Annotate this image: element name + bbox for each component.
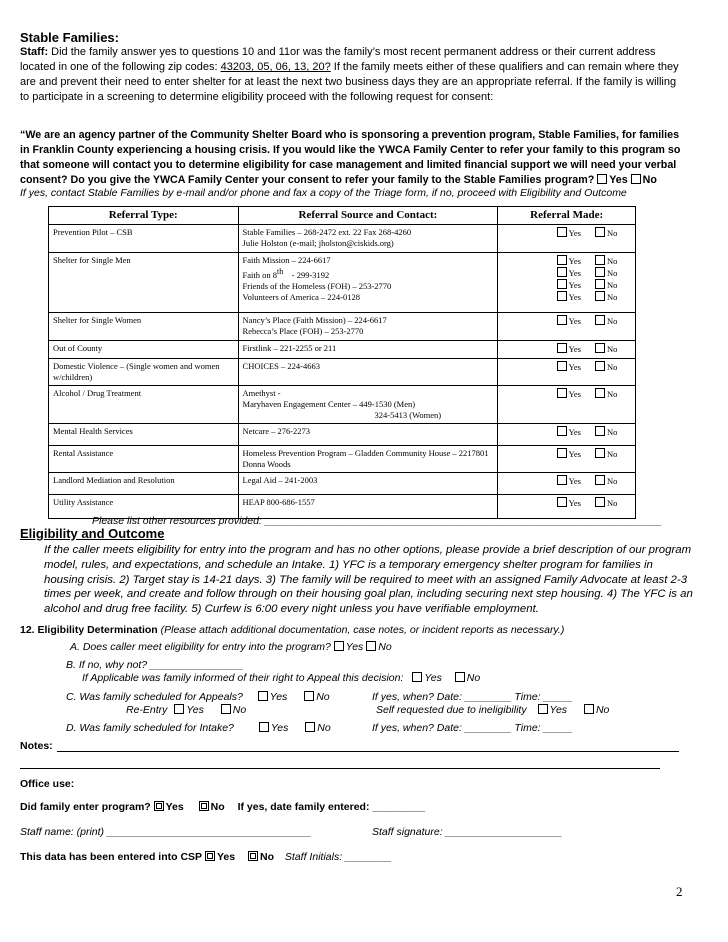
referral-no-checkbox[interactable] xyxy=(595,426,605,436)
contact-line: 324-5413 (Women) xyxy=(374,410,442,420)
self-no-label: No xyxy=(595,704,610,716)
referral-yes-checkbox[interactable] xyxy=(557,267,567,277)
contact-line: HEAP 800-686-1557 xyxy=(242,497,315,507)
referral-made-cell xyxy=(498,424,636,446)
referral-no-checkbox[interactable] xyxy=(595,315,605,325)
referral-type-cell: Rental Assistance xyxy=(49,446,239,473)
reentry-no-label: No xyxy=(232,704,247,716)
referral-no-label: No xyxy=(607,228,618,238)
referral-yes-checkbox[interactable] xyxy=(557,448,567,458)
d-no-checkbox[interactable] xyxy=(305,722,315,732)
referral-yes-checkbox[interactable] xyxy=(557,426,567,436)
contact-line: Julie Holston (e-mail; jholston@ciskids.org) xyxy=(242,238,394,248)
yes-no-options xyxy=(502,291,625,303)
referral-no-label: No xyxy=(607,344,618,354)
contact-line: Maryhaven Engagement Center – 449-1530 (Men) xyxy=(242,399,416,409)
contact-line: Stable Families – 268-2472 ext. 22 Fax 268-4260 xyxy=(242,227,412,237)
referral-no-checkbox[interactable] xyxy=(595,388,605,398)
question-b-appeal xyxy=(82,671,480,686)
contact-line: Firstlink – 221-2255 or 211 xyxy=(242,343,337,353)
referral-yes-checkbox[interactable] xyxy=(557,475,567,485)
referral-no-label: No xyxy=(607,498,618,508)
yes-no-options xyxy=(502,475,625,487)
contact-line: Volunteers of America – 224-0128 xyxy=(242,292,360,302)
referral-yes-label: Yes xyxy=(568,280,581,290)
c-no-label: No xyxy=(316,691,330,703)
yes-no-options xyxy=(502,279,625,291)
staff-text-2: If the family meets either of these qualifiers and can remain where they are and prevent their need to enter shelter for at least the next two business days they are an appropriate referral. If the family is willing to participate in a screening to determine eligibility proceed with the following request for consent: xyxy=(20,61,679,103)
referral-type-cell: Out of County xyxy=(49,341,239,359)
referral-yes-label: Yes xyxy=(568,268,581,278)
question-a xyxy=(70,640,392,655)
self-yes-label: Yes xyxy=(549,704,568,716)
referral-type-cell: Domestic Violence – (Single women and women w/children) xyxy=(49,359,239,386)
consent-text: “We are an agency partner of the Community Shelter Board who is sponsoring a prevention program, Stable Families, for families in Franklin County experiencing a housing crisis. If you would like the YWCA Family Center to refer your family to this program so that someone will contact you to determine eligibility for case management and limited financial support we will need your verbal consent? Do you give the YWCA Family Center your consent to refer your family to the Stable Families program? xyxy=(20,129,681,186)
referral-yes-checkbox[interactable] xyxy=(557,291,567,301)
referral-no-checkbox[interactable] xyxy=(595,279,605,289)
referral-yes-label: Yes xyxy=(568,427,581,437)
page-title: Stable Families: xyxy=(20,30,119,45)
referral-no-label: No xyxy=(607,268,618,278)
referral-contact-cell xyxy=(238,424,498,446)
appeal-yes-checkbox[interactable] xyxy=(412,672,422,682)
entered-yes-checkbox[interactable] xyxy=(154,801,164,811)
referral-contact-cell xyxy=(238,386,498,424)
consent-yes-checkbox[interactable] xyxy=(597,174,607,184)
referral-no-label: No xyxy=(607,316,618,326)
referral-made-cell xyxy=(498,341,636,359)
consent-request xyxy=(20,128,690,188)
question-c-text: C. Was family scheduled for Appeals? xyxy=(66,691,243,703)
yes-no-options xyxy=(502,315,625,327)
referral-made-cell xyxy=(498,225,636,253)
contact-line: Faith on 8th - 299-3192 xyxy=(242,267,330,280)
staff-name-field[interactable]: Staff name: (print) ___________________________________ xyxy=(20,826,312,838)
referral-contact-cell xyxy=(238,341,498,359)
referral-made-cell xyxy=(498,253,636,313)
referral-yes-label: Yes xyxy=(568,476,581,486)
referral-type-cell: Prevention Pilot – CSB xyxy=(49,225,239,253)
referral-type-cell: Utility Assistance xyxy=(49,495,239,519)
header-referral-type: Referral Type: xyxy=(49,207,239,225)
yes-no-options xyxy=(502,426,625,438)
appeal-no-checkbox[interactable] xyxy=(455,672,465,682)
c-yes-label: Yes xyxy=(269,691,288,703)
referral-yes-label: Yes xyxy=(568,292,581,302)
csp-yes-checkbox[interactable] xyxy=(205,851,215,861)
reentry-row xyxy=(126,703,246,718)
referral-no-label: No xyxy=(607,280,618,290)
csp-question: This data has been entered into CSP xyxy=(20,851,203,863)
table-row xyxy=(49,446,636,473)
referral-no-checkbox[interactable] xyxy=(595,255,605,265)
csp-no-checkbox[interactable] xyxy=(248,851,258,861)
question-a-text: A. Does caller meet eligibility for entry into the program? xyxy=(70,641,331,653)
referral-no-checkbox[interactable] xyxy=(595,448,605,458)
d-yes-checkbox[interactable] xyxy=(259,722,269,732)
d-when[interactable]: If yes, when? Date: ________ Time: _____ xyxy=(372,722,573,734)
referral-table-header xyxy=(49,207,636,225)
table-row xyxy=(49,424,636,446)
contact-line: Netcare – 276-2273 xyxy=(242,426,311,436)
contact-line: CHOICES – 224-4663 xyxy=(242,361,320,371)
entered-no-checkbox[interactable] xyxy=(199,801,209,811)
entered-no-label: No xyxy=(210,801,225,813)
other-resources-line[interactable]: Please list other resources provided: ____________________________________________________________________ xyxy=(92,515,662,527)
referral-no-checkbox[interactable] xyxy=(595,227,605,237)
referral-made-cell xyxy=(498,473,636,495)
self-request-row xyxy=(376,703,609,718)
referral-no-label: No xyxy=(607,389,618,399)
reentry-yes-label: Yes xyxy=(186,704,204,716)
referral-yes-checkbox[interactable] xyxy=(557,497,567,507)
contact-line: Amethyst - xyxy=(242,388,281,398)
contact-line: Friends of the Homeless (FOH) – 253-2770 xyxy=(242,281,392,291)
entered-yes-label: Yes xyxy=(165,801,184,813)
referral-no-label: No xyxy=(607,256,618,266)
zip-codes: 43203, 05, 06, 13, 20? xyxy=(220,61,331,73)
referral-yes-label: Yes xyxy=(568,344,581,354)
question-b[interactable]: B. If no, why not? ________________ xyxy=(66,659,244,671)
referral-no-label: No xyxy=(607,427,618,437)
eligibility-heading: Eligibility and Outcome xyxy=(20,526,165,541)
table-row xyxy=(49,253,636,313)
question-d xyxy=(66,721,331,736)
page-number: 2 xyxy=(676,884,683,899)
staff-initials-field[interactable]: Staff Initials: ________ xyxy=(284,851,392,863)
notes-label: Notes: xyxy=(20,740,53,752)
referral-yes-label: Yes xyxy=(568,256,581,266)
referral-yes-label: Yes xyxy=(568,389,581,399)
yes-no-options xyxy=(502,255,625,267)
question-d-text: D. Was family scheduled for Intake? xyxy=(66,722,234,734)
header-referral-made: Referral Made: xyxy=(498,207,636,225)
yes-no-options xyxy=(502,388,625,400)
a-no-checkbox[interactable] xyxy=(366,641,376,651)
appeal-yes-label: Yes xyxy=(424,672,442,684)
referral-no-checkbox[interactable] xyxy=(595,475,605,485)
referral-yes-checkbox[interactable] xyxy=(557,255,567,265)
referral-no-label: No xyxy=(607,292,618,302)
entered-program-row xyxy=(20,800,425,815)
referral-yes-checkbox[interactable] xyxy=(557,361,567,371)
q12-label: 12. Eligibility Determination xyxy=(20,624,158,636)
referral-yes-checkbox[interactable] xyxy=(557,388,567,398)
referral-type-cell: Shelter for Single Men xyxy=(49,253,239,313)
referral-yes-label: Yes xyxy=(568,316,581,326)
referral-no-checkbox[interactable] xyxy=(595,343,605,353)
referral-yes-checkbox[interactable] xyxy=(557,227,567,237)
yes-no-options xyxy=(502,227,625,239)
referral-contact-cell xyxy=(238,253,498,313)
yes-no-options xyxy=(502,343,625,355)
yes-no-options xyxy=(502,267,625,279)
eligibility-description: If the caller meets eligibility for entry into the program and has no other options, please provide a brief description of our program model, rules, and expectations, and schedule an Intake. 1) YFC is a temporary emergency shelter program for families in housing crisis. 2) Target stay is 14-21 days. 3) The family will be required to meet with an assigned Family Advocate at least 2-3 times per week, and create and follow through on their housing goal plan, including securing next step housing. 4) The YFC is an alcohol and drug free facility. 5) Curfew is 6:00 every night unless you have verifiable employment. xyxy=(44,544,693,616)
q12-note: (Please attach additional documentation, case notes, or incident reports as necessary.) xyxy=(160,624,565,636)
referral-made-cell xyxy=(498,386,636,424)
table-row xyxy=(49,473,636,495)
referral-contact-cell xyxy=(238,313,498,341)
yes-no-options xyxy=(502,448,625,460)
yes-no-options xyxy=(502,361,625,373)
a-yes-checkbox[interactable] xyxy=(334,641,344,651)
d-no-label: No xyxy=(317,722,331,734)
referral-contact-cell xyxy=(238,446,498,473)
entered-program-question: Did family enter program? xyxy=(20,801,151,813)
staff-signature-field[interactable]: Staff signature: ____________________ xyxy=(372,826,563,838)
referral-no-checkbox[interactable] xyxy=(595,267,605,277)
contact-line: Homeless Prevention Program – Gladden Community House – 2217801 Donna Woods xyxy=(242,448,489,469)
referral-no-checkbox[interactable] xyxy=(595,361,605,371)
csp-entry-row xyxy=(20,850,392,865)
notes-line-1[interactable] xyxy=(57,751,679,752)
referral-yes-checkbox[interactable] xyxy=(557,343,567,353)
consent-no-label: No xyxy=(642,174,657,186)
staff-label: Staff: xyxy=(20,46,49,58)
referral-table xyxy=(48,206,636,519)
referral-yes-label: Yes xyxy=(568,362,581,372)
referral-made-cell xyxy=(498,313,636,341)
referral-yes-checkbox[interactable] xyxy=(557,315,567,325)
notes-line-2[interactable] xyxy=(20,768,660,769)
referral-no-label: No xyxy=(607,476,618,486)
csp-no-label: No xyxy=(260,851,274,863)
referral-no-checkbox[interactable] xyxy=(595,497,605,507)
appeal-text: If Applicable was family informed of their right to Appeal this decision: xyxy=(82,672,404,684)
yes-no-options xyxy=(502,497,625,509)
referral-made-cell xyxy=(498,359,636,386)
referral-type-cell: Alcohol / Drug Treatment xyxy=(49,386,239,424)
referral-contact-cell xyxy=(238,225,498,253)
referral-yes-checkbox[interactable] xyxy=(557,279,567,289)
table-row xyxy=(49,341,636,359)
table-row xyxy=(49,313,636,341)
c-when[interactable]: If yes, when? Date: ________ Time: _____ xyxy=(372,691,573,703)
contact-line: Faith Mission – 224-6617 xyxy=(242,255,331,265)
referral-contact-cell xyxy=(238,473,498,495)
referral-type-cell: Landlord Mediation and Resolution xyxy=(49,473,239,495)
referral-no-label: No xyxy=(607,362,618,372)
reentry-yes-checkbox[interactable] xyxy=(174,704,184,714)
referral-no-label: No xyxy=(607,449,618,459)
referral-yes-label: Yes xyxy=(568,228,581,238)
contact-line: Nancy’s Place (Faith Mission) – 224-6617 xyxy=(242,315,387,325)
reentry-label: Re-Entry xyxy=(126,704,168,716)
consent-yes-label: Yes xyxy=(609,174,628,186)
referral-type-cell: Shelter for Single Women xyxy=(49,313,239,341)
csp-yes-label: Yes xyxy=(216,851,236,863)
office-use-label: Office use: xyxy=(20,778,75,790)
question-12 xyxy=(20,623,564,638)
table-row xyxy=(49,386,636,424)
c-no-checkbox[interactable] xyxy=(304,691,314,701)
reentry-no-checkbox[interactable] xyxy=(221,704,231,714)
contact-line: Legal Aid – 241-2003 xyxy=(242,475,318,485)
header-referral-source: Referral Source and Contact: xyxy=(238,207,498,225)
staff-instructions xyxy=(20,45,688,105)
a-yes-label: Yes xyxy=(345,641,364,653)
a-no-label: No xyxy=(378,641,392,653)
table-row xyxy=(49,359,636,386)
self-yes-checkbox[interactable] xyxy=(538,704,548,714)
referral-made-cell xyxy=(498,446,636,473)
contact-line: Rebecca’s Place (FOH) – 253-2770 xyxy=(242,326,364,336)
referral-yes-label: Yes xyxy=(568,498,581,508)
referral-contact-cell xyxy=(238,359,498,386)
staff-text-1: Did the family answer yes to questions 10 and 11or was the family’s most recent permanent address or their current address located in one of the following zip codes: xyxy=(20,46,656,73)
referral-yes-label: Yes xyxy=(568,449,581,459)
entered-date-field[interactable]: If yes, date family entered: _________ xyxy=(237,801,425,813)
d-yes-label: Yes xyxy=(270,722,289,734)
referral-no-checkbox[interactable] xyxy=(595,291,605,301)
consent-instruction: If yes, contact Stable Families by e-mail and/or phone and fax a copy of the Triage form, if no, proceed with Eligibility and Outcome xyxy=(20,187,627,199)
appeal-no-label: No xyxy=(466,672,481,684)
self-no-checkbox[interactable] xyxy=(584,704,594,714)
c-yes-checkbox[interactable] xyxy=(258,691,268,701)
self-request-label: Self requested due to ineligibility xyxy=(376,704,527,716)
table-row xyxy=(49,225,636,253)
consent-no-checkbox[interactable] xyxy=(631,174,641,184)
referral-type-cell: Mental Health Services xyxy=(49,424,239,446)
